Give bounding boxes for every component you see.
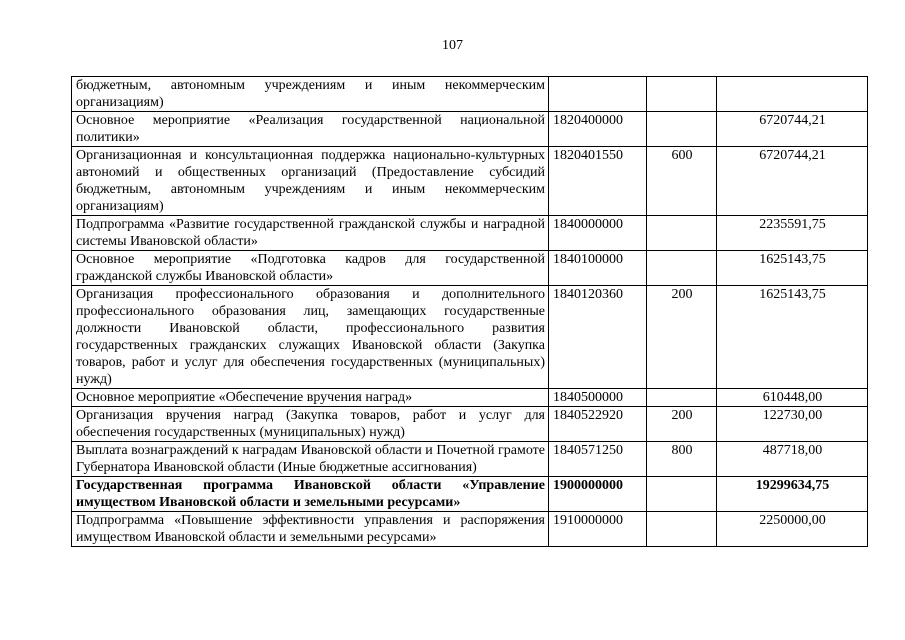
budget-table [71,76,868,547]
table-row [72,389,868,407]
row-code-cell: 1840120360 [549,286,647,389]
row-code-cell: 1840522920 [549,407,647,442]
row-code-cell: 1840571250 [549,442,647,477]
table-row [72,286,868,389]
table-row [72,407,868,442]
row-name-cell: Государственная программа Ивановской области «Управление имуществом Ивановской области и земельными ресурсами» [72,477,549,512]
table-row [72,147,868,216]
page-number: 107 [442,38,463,53]
table-row [72,512,868,547]
row-expense-type-cell: 200 [647,407,717,442]
row-expense-type-cell [647,389,717,407]
row-expense-type-cell: 800 [647,442,717,477]
row-amount-cell: 19299634,75 [717,477,868,512]
row-name-cell: Организация вручения наград (Закупка товаров, работ и услуг для обеспечения государственных (муниципальных) нужд) [72,407,549,442]
row-name-cell: Организационная и консультационная поддержка национально-культурных автономий и общественных организаций (Предоставление субсидий бюджетным, автономным учреждениям и иным некоммерческим организациям) [72,147,549,216]
row-name-cell: Подпрограмма «Развитие государственной гражданской службы и наградной системы Ивановской области» [72,216,549,251]
row-amount-cell [717,77,868,112]
row-amount-cell: 610448,00 [717,389,868,407]
row-amount-cell: 1625143,75 [717,251,868,286]
row-code-cell: 1900000000 [549,477,647,512]
row-amount-cell: 1625143,75 [717,286,868,389]
row-name-cell: Основное мероприятие «Обеспечение вручения наград» [72,389,549,407]
table-row [72,216,868,251]
row-name-cell: Основное мероприятие «Реализация государственной национальной политики» [72,112,549,147]
row-amount-cell: 487718,00 [717,442,868,477]
table-row [72,442,868,477]
row-expense-type-cell: 200 [647,286,717,389]
table-row [72,251,868,286]
row-name-cell: бюджетным, автономным учреждениям и иным некоммерческим организациям) [72,77,549,112]
row-code-cell: 1840000000 [549,216,647,251]
row-expense-type-cell: 600 [647,147,717,216]
row-expense-type-cell [647,251,717,286]
row-code-cell: 1820400000 [549,112,647,147]
row-code-cell [549,77,647,112]
row-code-cell: 1840500000 [549,389,647,407]
row-amount-cell: 122730,00 [717,407,868,442]
row-amount-cell: 2235591,75 [717,216,868,251]
table-row [72,77,868,112]
row-code-cell: 1840100000 [549,251,647,286]
row-expense-type-cell [647,512,717,547]
row-code-cell: 1820401550 [549,147,647,216]
table-row [72,112,868,147]
row-code-cell: 1910000000 [549,512,647,547]
row-amount-cell: 2250000,00 [717,512,868,547]
row-expense-type-cell [647,477,717,512]
row-name-cell: Подпрограмма «Повышение эффективности управления и распоряжения имуществом Ивановской области и земельными ресурсами» [72,512,549,547]
row-expense-type-cell [647,77,717,112]
row-name-cell: Выплата вознаграждений к наградам Ивановской области и Почетной грамоте Губернатора Ивановской области (Иные бюджетные ассигнования) [72,442,549,477]
row-amount-cell: 6720744,21 [717,147,868,216]
row-name-cell: Основное мероприятие «Подготовка кадров для государственной гражданской службы Ивановской области» [72,251,549,286]
row-expense-type-cell [647,216,717,251]
row-amount-cell: 6720744,21 [717,112,868,147]
table-row [72,477,868,512]
row-name-cell: Организация профессионального образования и дополнительного профессионального образования лиц, замещающих государственные должности Ивановской области, профессионального развития государственных гражданских служащих Ивановской области (Закупка товаров, работ и услуг для обеспечения государственных (муниципальных) нужд) [72,286,549,389]
row-expense-type-cell [647,112,717,147]
